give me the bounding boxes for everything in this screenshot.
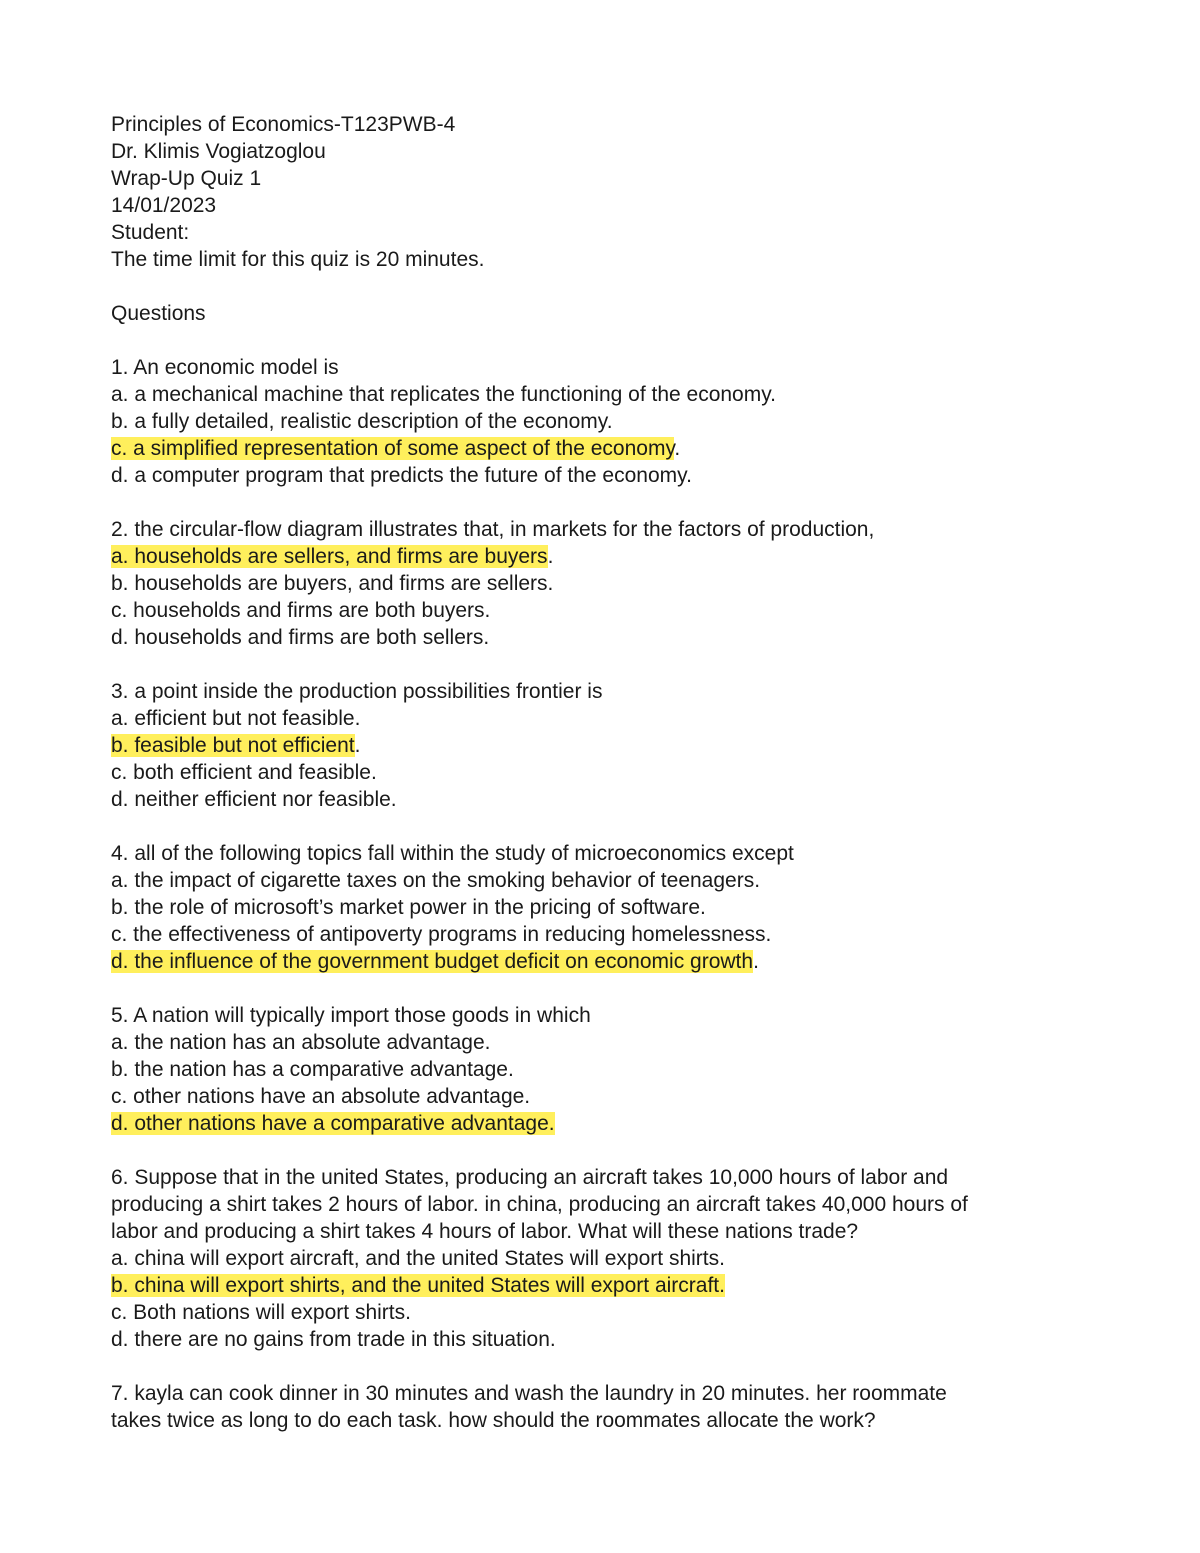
answer-option	[111, 381, 1111, 408]
option-text: a. efficient but not feasible.	[111, 707, 361, 730]
question-prompt: 1. An economic model is	[111, 356, 339, 379]
option-trail: .	[354, 734, 361, 757]
option-text: d. neither efficient nor feasible.	[111, 788, 397, 811]
answer-option-highlighted	[111, 435, 1111, 462]
highlighted-answer: b. china will export shirts, and the united States will export aircraft.	[111, 1274, 725, 1297]
answer-option	[111, 1326, 1111, 1353]
highlighted-answer: d. the influence of the government budget deficit on economic growth	[111, 950, 754, 973]
spacer	[111, 327, 1111, 354]
document-content	[111, 111, 1111, 1434]
question-4	[111, 840, 1111, 975]
answer-option	[111, 759, 1111, 786]
question-7	[111, 1380, 1111, 1434]
question-prompt-line: 7. kayla can cook dinner in 30 minutes and wash the laundry in 20 minutes. her roommate	[111, 1382, 947, 1405]
highlighted-answer: a. households are sellers, and firms are buyers	[111, 545, 548, 568]
quiz-title: Wrap-Up Quiz 1	[111, 167, 262, 190]
question-prompt: 2. the circular-flow diagram illustrates that, in markets for the factors of production,	[111, 518, 875, 541]
question-1	[111, 354, 1111, 489]
option-text: d. households and firms are both sellers.	[111, 626, 490, 649]
question-prompt-line: producing a shirt takes 2 hours of labor. in china, producing an aircraft takes 40,000 hours of	[111, 1193, 968, 1216]
answer-option	[111, 1299, 1111, 1326]
highlighted-answer: c. a simplified representation of some aspect of the economy	[111, 437, 675, 460]
spacer	[111, 489, 1111, 516]
answer-option-highlighted	[111, 1110, 1111, 1137]
option-text: a. the nation has an absolute advantage.	[111, 1031, 491, 1054]
answer-option	[111, 867, 1111, 894]
option-text: d. a computer program that predicts the future of the economy.	[111, 464, 692, 487]
option-text: c. households and firms are both buyers.	[111, 599, 491, 622]
option-text: d. there are no gains from trade in this situation.	[111, 1328, 556, 1351]
option-trail: .	[753, 950, 759, 973]
spacer	[111, 975, 1111, 1002]
spacer	[111, 1353, 1111, 1380]
question-5	[111, 1002, 1111, 1137]
answer-option	[111, 705, 1111, 732]
question-3	[111, 678, 1111, 813]
answer-option-highlighted	[111, 948, 1111, 975]
spacer	[111, 273, 1111, 300]
time-limit-text: The time limit for this quiz is 20 minutes.	[111, 248, 485, 271]
option-text: a. china will export aircraft, and the united States will export shirts.	[111, 1247, 725, 1270]
student-label: Student:	[111, 221, 190, 244]
answer-option	[111, 921, 1111, 948]
option-text: a. a mechanical machine that replicates the functioning of the economy.	[111, 383, 776, 406]
option-text: c. both efficient and feasible.	[111, 761, 377, 784]
answer-option	[111, 1083, 1111, 1110]
question-prompt: 5. A nation will typically import those goods in which	[111, 1004, 591, 1027]
answer-option	[111, 1245, 1111, 1272]
answer-option	[111, 462, 1111, 489]
option-text: c. other nations have an absolute advantage.	[111, 1085, 531, 1108]
question-prompt: 4. all of the following topics fall within the study of microeconomics except	[111, 842, 794, 865]
spacer	[111, 1137, 1111, 1164]
spacer	[111, 651, 1111, 678]
option-text: b. the role of microsoft’s market power in the pricing of software.	[111, 896, 706, 919]
spacer	[111, 813, 1111, 840]
highlighted-answer: b. feasible but not efficient	[111, 734, 355, 757]
option-text: c. the effectiveness of antipoverty programs in reducing homelessness.	[111, 923, 772, 946]
answer-option	[111, 1056, 1111, 1083]
answer-option	[111, 894, 1111, 921]
option-trail: .	[547, 545, 554, 568]
highlighted-answer: d. other nations have a comparative advantage.	[111, 1112, 555, 1135]
option-text: b. a fully detailed, realistic description of the economy.	[111, 410, 613, 433]
question-6	[111, 1164, 1111, 1353]
answer-option	[111, 624, 1111, 651]
option-text: b. households are buyers, and firms are sellers.	[111, 572, 554, 595]
question-2	[111, 516, 1111, 651]
answer-option	[111, 597, 1111, 624]
answer-option	[111, 786, 1111, 813]
answer-option-highlighted	[111, 1272, 1111, 1299]
question-prompt-line: labor and producing a shirt takes 4 hours of labor. What will these nations trade?	[111, 1220, 859, 1243]
answer-option	[111, 570, 1111, 597]
option-text: a. the impact of cigarette taxes on the smoking behavior of teenagers.	[111, 869, 761, 892]
question-prompt-line: 6. Suppose that in the united States, producing an aircraft takes 10,000 hours of labor and	[111, 1166, 949, 1189]
course-title: Principles of Economics-T123PWB-4	[111, 113, 456, 136]
instructor-name: Dr. Klimis Vogiatzoglou	[111, 140, 326, 163]
section-title: Questions	[111, 302, 206, 325]
option-trail: .	[674, 437, 681, 460]
answer-option	[111, 408, 1111, 435]
option-text: c. Both nations will export shirts.	[111, 1301, 411, 1324]
answer-option-highlighted	[111, 543, 1111, 570]
option-text: b. the nation has a comparative advantage.	[111, 1058, 514, 1081]
answer-option-highlighted	[111, 732, 1111, 759]
question-prompt-line: takes twice as long to do each task. how should the roommates allocate the work?	[111, 1409, 876, 1432]
quiz-date: 14/01/2023	[111, 194, 217, 217]
question-prompt: 3. a point inside the production possibilities frontier is	[111, 680, 603, 703]
answer-option	[111, 1029, 1111, 1056]
